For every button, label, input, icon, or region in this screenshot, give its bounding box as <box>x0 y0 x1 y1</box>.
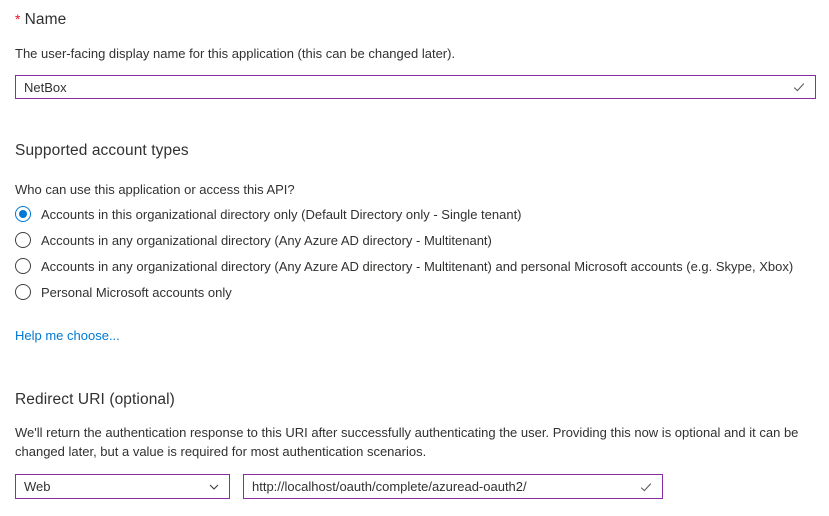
name-section-title <box>15 11 66 29</box>
name-input[interactable] <box>15 75 816 99</box>
valid-checkmark-icon <box>638 479 654 495</box>
help-me-choose-link[interactable]: Help me choose... <box>15 328 120 343</box>
platform-select-value: Web <box>24 479 51 494</box>
name-description: The user-facing display name for this application (this can be changed later). <box>15 46 456 61</box>
radio-label: Accounts in any organizational directory (Any Azure AD directory - Multitenant) and personal Microsoft accounts (e.g. Skype, Xbox) <box>41 258 794 274</box>
radio-option-personal-only[interactable] <box>15 284 232 300</box>
radio-label: Personal Microsoft accounts only <box>41 284 232 300</box>
name-input-value: NetBox <box>24 79 67 95</box>
account-types-question: Who can use this application or access this API? <box>15 182 295 197</box>
radio-circle-icon <box>15 258 31 274</box>
platform-select[interactable] <box>15 474 230 499</box>
required-asterisk: * <box>15 11 21 27</box>
radio-circle-selected-icon <box>15 206 31 222</box>
radio-option-multitenant-personal[interactable] <box>15 258 793 274</box>
radio-circle-icon <box>15 284 31 300</box>
redirect-uri-input[interactable] <box>243 474 663 499</box>
redirect-uri-description: We'll return the authentication response to this URI after successfully authenticating the user. Providing this now is optional and it can be changed later, but a value is required for most authentication scenarios. <box>15 425 799 459</box>
radio-option-multitenant[interactable] <box>15 232 492 248</box>
radio-circle-icon <box>15 232 31 248</box>
account-types-section-title: Supported account types <box>15 142 189 159</box>
valid-checkmark-icon <box>791 79 807 95</box>
redirect-uri-section-title: Redirect URI (optional) <box>15 391 175 408</box>
radio-label: Accounts in this organizational directory only (Default Directory only - Single tenant) <box>41 206 522 222</box>
radio-option-single-tenant[interactable] <box>15 206 522 222</box>
radio-label: Accounts in any organizational directory (Any Azure AD directory - Multitenant) <box>41 232 492 248</box>
redirect-uri-input-value: http://localhost/oauth/complete/azuread-oauth2/ <box>252 479 527 494</box>
name-title-text: Name <box>24 11 67 28</box>
chevron-down-icon <box>207 480 221 494</box>
